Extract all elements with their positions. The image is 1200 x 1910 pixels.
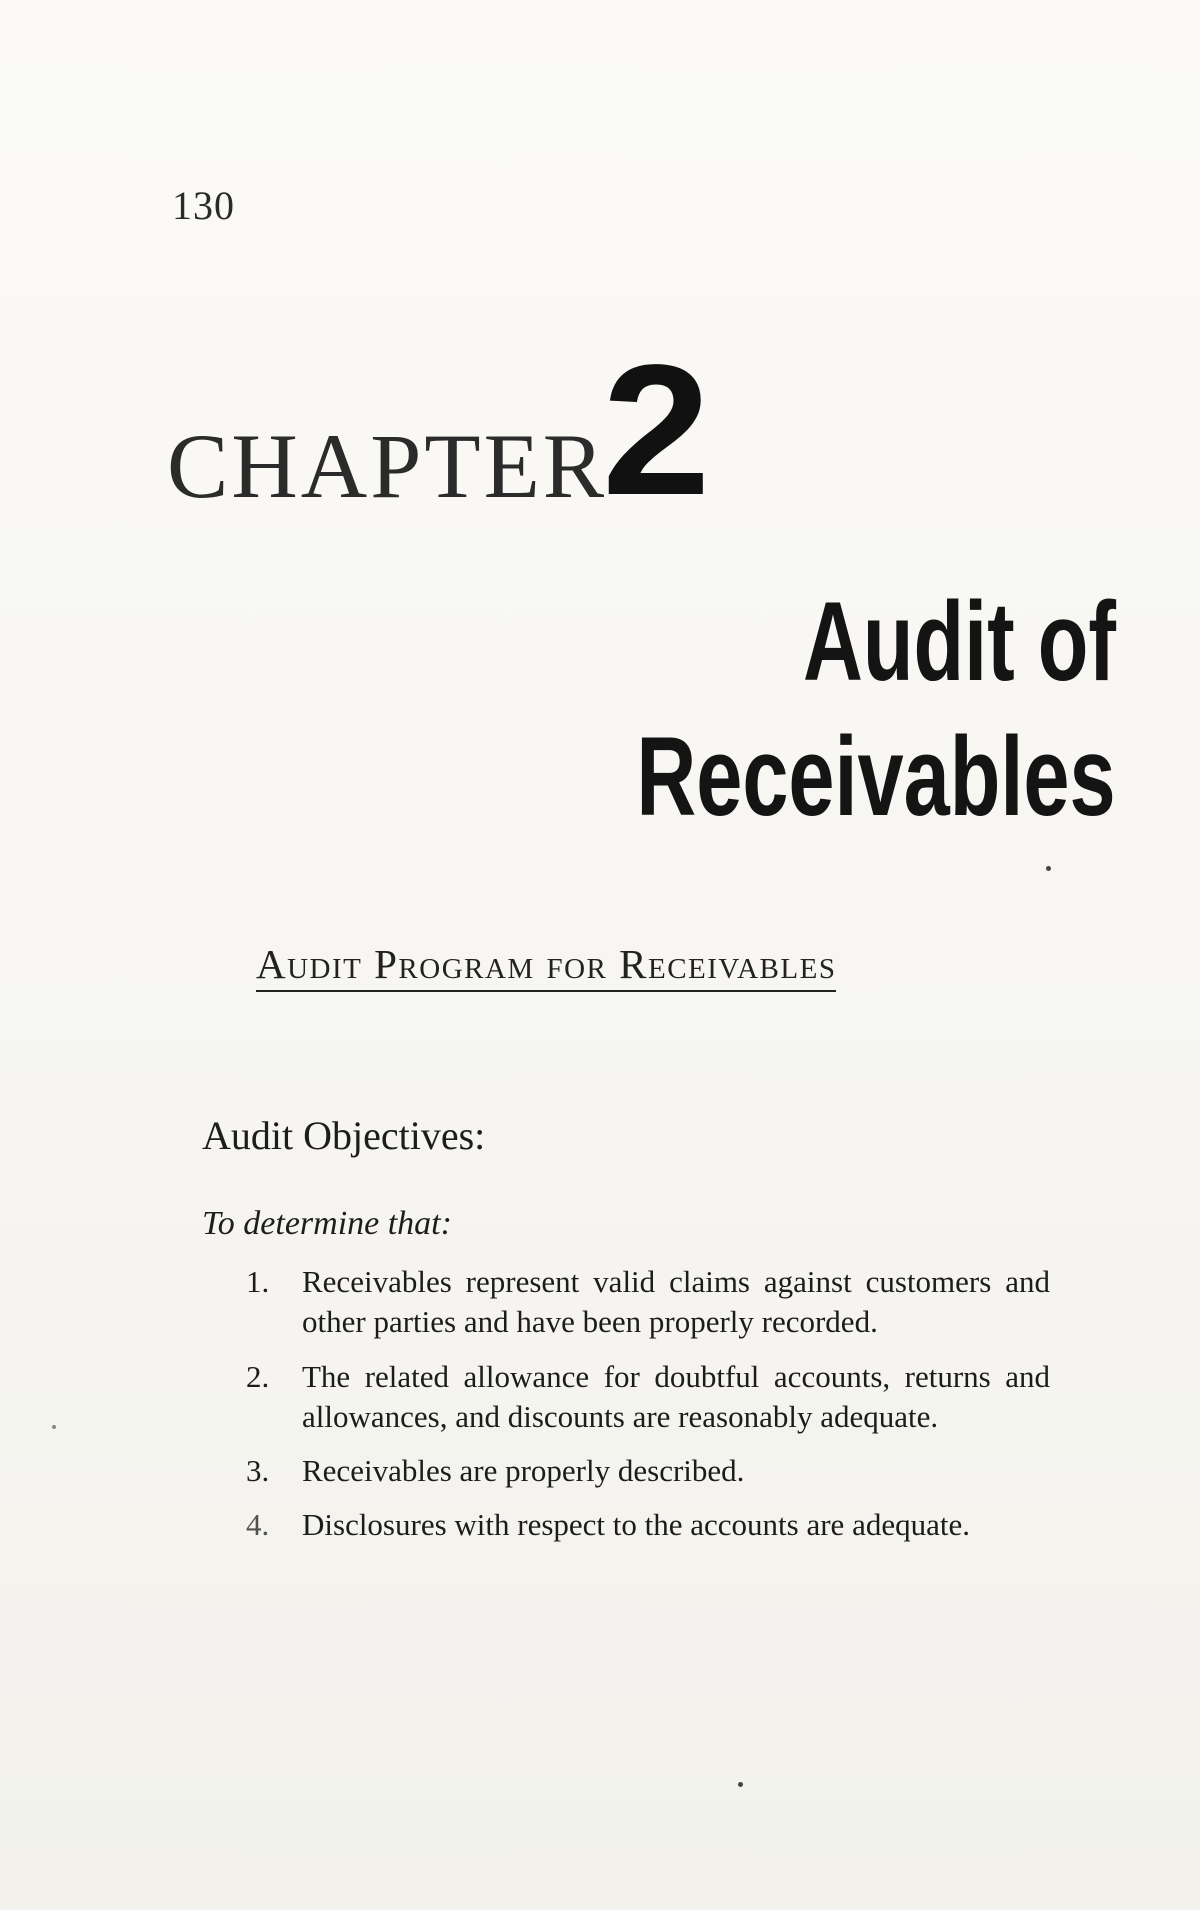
print-speck [738, 1782, 743, 1787]
print-speck [1046, 866, 1051, 871]
objectives-lead-in: To determine that: [202, 1205, 452, 1242]
page-number: 130 [172, 183, 235, 228]
list-item [242, 1262, 1050, 1343]
list-item-text: Receivables are properly described. [302, 1453, 745, 1489]
section-heading: Audit Program for Receivables [256, 940, 836, 992]
list-item [242, 1505, 1050, 1545]
chapter-label: CHAPTER [167, 415, 608, 517]
objectives-heading: Audit Objectives: [202, 1113, 486, 1158]
list-item-number: 1. [246, 1264, 270, 1299]
print-speck [52, 1425, 56, 1429]
list-item-text: The related allowance for doubtful accounts, returns and allowances, and discounts are reasonably adequate. [302, 1358, 1050, 1434]
objectives-list [242, 1262, 1050, 1560]
list-item [242, 1451, 1050, 1491]
list-item-text: Receivables represent valid claims against customers and other parties and have been properly recorded. [302, 1264, 1050, 1340]
list-item-number: 4. [246, 1507, 270, 1543]
chapter-title-line-1: Audit of [803, 579, 1116, 704]
list-item-number: 3. [246, 1453, 270, 1489]
chapter-title-line-2: Receivables [636, 714, 1116, 839]
list-item-text: Disclosures with respect to the accounts are adequate. [302, 1507, 970, 1543]
list-item-number: 2. [246, 1358, 270, 1394]
list-item [242, 1357, 1050, 1438]
chapter-number: 2 [602, 327, 711, 534]
